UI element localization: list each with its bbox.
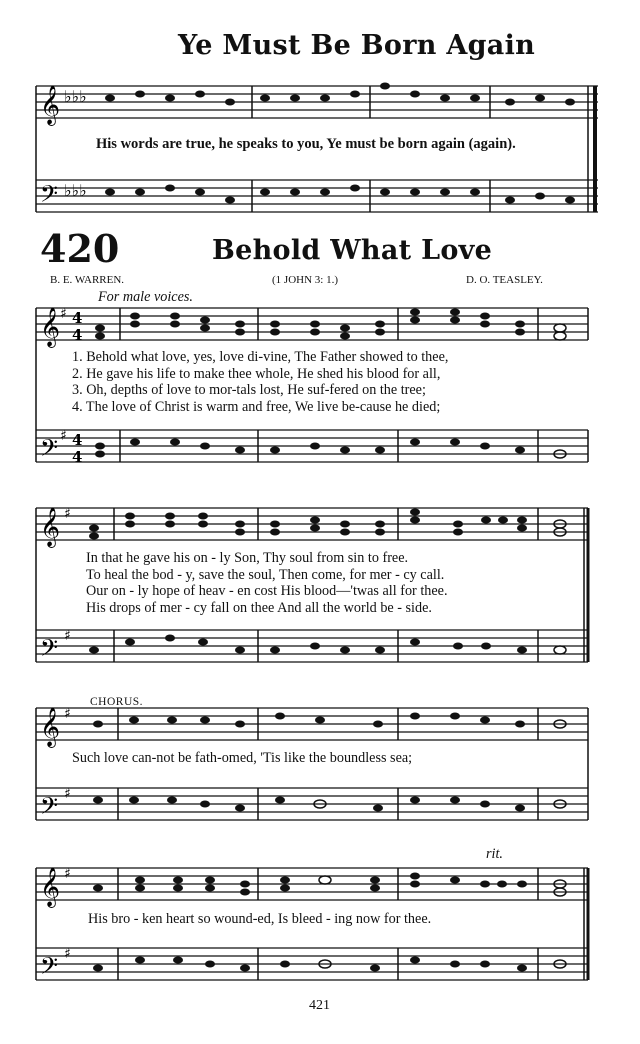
bass-clef-icon: 𝄢 [40, 434, 59, 467]
author: B. E. WARREN. [50, 274, 125, 286]
previous-hymn-lyric: His words are true, he speaks to you, Ye must be born again (again). [96, 136, 516, 152]
svg-text:4: 4 [72, 448, 83, 466]
verse-line: To heal the bod - y, save the soul, Then come, for mer - cy call. [86, 566, 445, 583]
sharp-icon: ♯ [64, 866, 71, 882]
sharp-icon: ♯ [64, 706, 71, 722]
svg-text:4: 4 [72, 326, 83, 344]
verse-line: His drops of mer - cy fall on thee And all the world be - side. [86, 599, 432, 616]
sharp-icon: ♯ [60, 306, 67, 322]
sharp-icon: ♯ [64, 786, 71, 802]
time-signature: 4 [72, 309, 83, 327]
treble-clef-icon: 𝄞 [40, 707, 61, 747]
voicing-instruction: For male voices. [98, 289, 193, 305]
composer: D. O. TEASLEY. [466, 274, 543, 286]
chorus-label: CHORUS. [90, 696, 144, 708]
sharp-icon: ♯ [64, 946, 71, 962]
svg-text:4: 4 [72, 431, 83, 449]
chorus-line-1: Such love can-not be fath-omed, 'Tis like the boundless sea; [72, 750, 413, 766]
verse-line: 3. Oh, depths of love to mor-tals lost, He suf-fered on the tree; [72, 382, 426, 398]
chorus-line-2: His bro - ken heart so wound-ed, Is bleed - ing now for thee. [88, 911, 432, 927]
treble-clef-icon: 𝄞 [40, 507, 61, 547]
sharp-icon: ♯ [64, 506, 71, 522]
key-flats-icon: ♭♭♭ [64, 87, 87, 106]
verse-line: 4. The love of Christ is warm and free, We live be-cause he died; [72, 398, 441, 415]
previous-hymn-title: Ye Must Be Born Again [178, 30, 536, 61]
page-number: 421 [309, 998, 330, 1013]
ritardando-marking: rit. [486, 846, 503, 862]
bass-clef-icon: 𝄢 [40, 634, 59, 667]
hymn-title: Behold What Love [212, 235, 493, 266]
verse-line: In that he gave his on - ly Son, Thy soul from sin to free. [86, 550, 409, 566]
sharp-icon: ♯ [64, 628, 71, 644]
hymn-number: 420 [40, 226, 120, 271]
verse-line: 1. Behold what love, yes, love di-vine, The Father showed to thee, [72, 349, 449, 365]
treble-clef-icon: 𝄞 [40, 85, 61, 125]
sharp-icon: ♯ [60, 428, 67, 444]
bass-clef-icon: 𝄢 [40, 792, 59, 825]
bass-clef-icon: 𝄢 [40, 952, 59, 985]
treble-clef-icon: 𝄞 [40, 867, 61, 907]
bass-key-flats-icon: ♭♭♭ [64, 181, 87, 200]
bass-clef-icon: 𝄢 [40, 180, 59, 213]
verse-lines-block-1 [72, 349, 448, 415]
scripture-reference: (1 JOHN 3: 1.) [272, 274, 338, 286]
verse-lines-block-2 [86, 550, 448, 616]
verse-line: 2. He gave his life to make thee whole, He shed his blood for all, [72, 365, 441, 382]
treble-clef-icon: 𝄞 [40, 307, 61, 347]
verse-line: Our on - ly hope of heav - en cost His blood—'twas all for thee. [86, 583, 448, 599]
bass-staff-lines [36, 180, 598, 212]
